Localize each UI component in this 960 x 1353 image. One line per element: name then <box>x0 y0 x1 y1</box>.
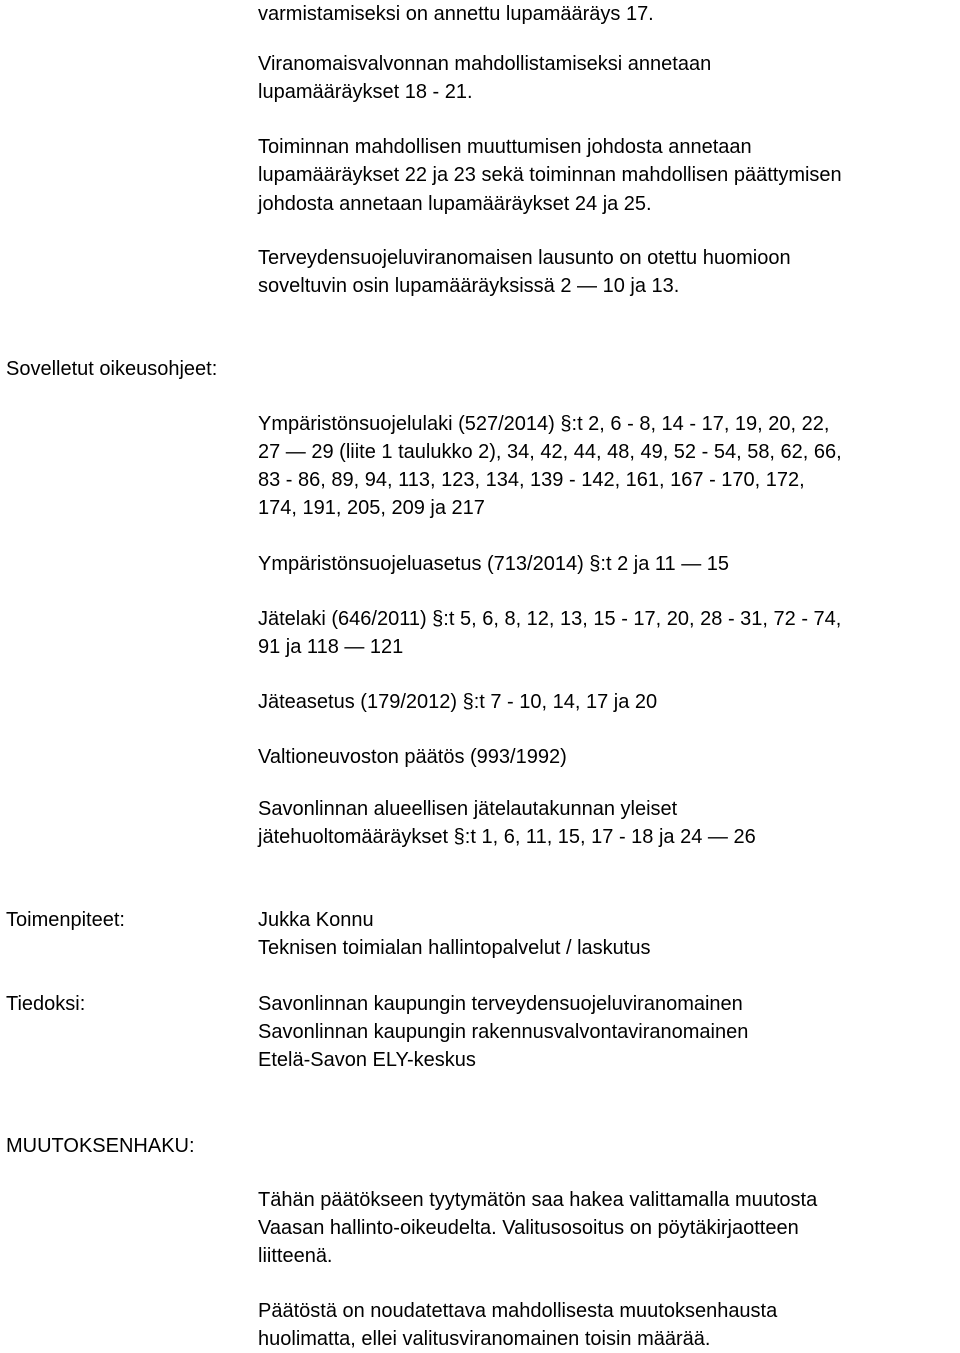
intro-paragraph-line: lupamääräykset 18 - 21. <box>258 81 473 103</box>
appeal-paragraph-line: Vaasan hallinto-oikeudelta. Valitusosoitus on pöytäkirjaotteen <box>258 1217 799 1239</box>
legal-provision-line: 91 ja 118 — 121 <box>258 636 404 658</box>
legal-provision-line: 83 - 86, 89, 94, 113, 123, 134, 139 - 142, 161, 167 - 170, 172, <box>258 469 805 491</box>
info-recipient: Savonlinnan kaupungin rakennusvalvontaviranomainen <box>258 1021 749 1043</box>
legal-provision-line: Ympäristönsuojelulaki (527/2014) §:t 2, 6 - 8, 14 - 17, 19, 20, 22, <box>258 413 830 435</box>
intro-paragraph-line: Viranomaisvalvonnan mahdollistamiseksi annetaan <box>258 53 712 75</box>
appeal-paragraph-line: huolimatta, ellei valitusviranomainen toisin määrää. <box>258 1328 711 1350</box>
legal-provision-line: Jätelaki (646/2011) §:t 5, 6, 8, 12, 13, 15 - 17, 20, 28 - 31, 72 - 74, <box>258 608 842 630</box>
legal-provision-line: 174, 191, 205, 209 ja 217 <box>258 497 485 519</box>
appeal-paragraph-line: Päätöstä on noudatettava mahdollisesta muutoksenhausta <box>258 1300 778 1322</box>
actions-line: Jukka Konnu <box>258 909 374 931</box>
intro-paragraph-line: Terveydensuojeluviranomaisen lausunto on otettu huomioon <box>258 247 791 269</box>
legal-provision-line: Savonlinnan alueellisen jätelautakunnan yleiset <box>258 798 678 820</box>
legal-provision-line: jätehuoltomääräykset §:t 1, 6, 11, 15, 17 - 18 ja 24 — 26 <box>258 826 756 848</box>
intro-paragraph-line: johdosta annetaan lupamääräykset 24 ja 25. <box>258 193 652 215</box>
intro-paragraph-line: soveltuvin osin lupamääräyksissä 2 — 10 ja 13. <box>258 275 680 297</box>
info-heading: Tiedoksi: <box>6 993 86 1015</box>
intro-paragraph-line: Toiminnan mahdollisen muuttumisen johdosta annetaan <box>258 136 752 158</box>
info-recipient: Etelä-Savon ELY-keskus <box>258 1049 476 1071</box>
info-recipient: Savonlinnan kaupungin terveydensuojeluviranomainen <box>258 993 743 1015</box>
appeal-paragraph-line: Tähän päätökseen tyytymätön saa hakea valittamalla muutosta <box>258 1189 818 1211</box>
appeal-heading: MUUTOKSENHAKU: <box>6 1135 195 1157</box>
legal-provision-line: 27 — 29 (liite 1 taulukko 2), 34, 42, 44, 48, 49, 52 - 54, 58, 62, 66, <box>258 441 842 463</box>
actions-line: Teknisen toimialan hallintopalvelut / laskutus <box>258 937 651 959</box>
legal-provisions-heading: Sovelletut oikeusohjeet: <box>6 358 218 380</box>
actions-heading: Toimenpiteet: <box>6 909 125 931</box>
appeal-paragraph-line: liitteenä. <box>258 1245 333 1267</box>
legal-provision-line: Jäteasetus (179/2012) §:t 7 - 10, 14, 17 ja 20 <box>258 691 658 713</box>
intro-paragraph-line: varmistamiseksi on annettu lupamääräys 17. <box>258 3 654 25</box>
intro-paragraph-line: lupamääräykset 22 ja 23 sekä toiminnan mahdollisen päättymisen <box>258 164 842 186</box>
legal-provision-line: Valtioneuvoston päätös (993/1992) <box>258 746 567 768</box>
legal-provision-line: Ympäristönsuojeluasetus (713/2014) §:t 2 ja 11 — 15 <box>258 553 730 575</box>
